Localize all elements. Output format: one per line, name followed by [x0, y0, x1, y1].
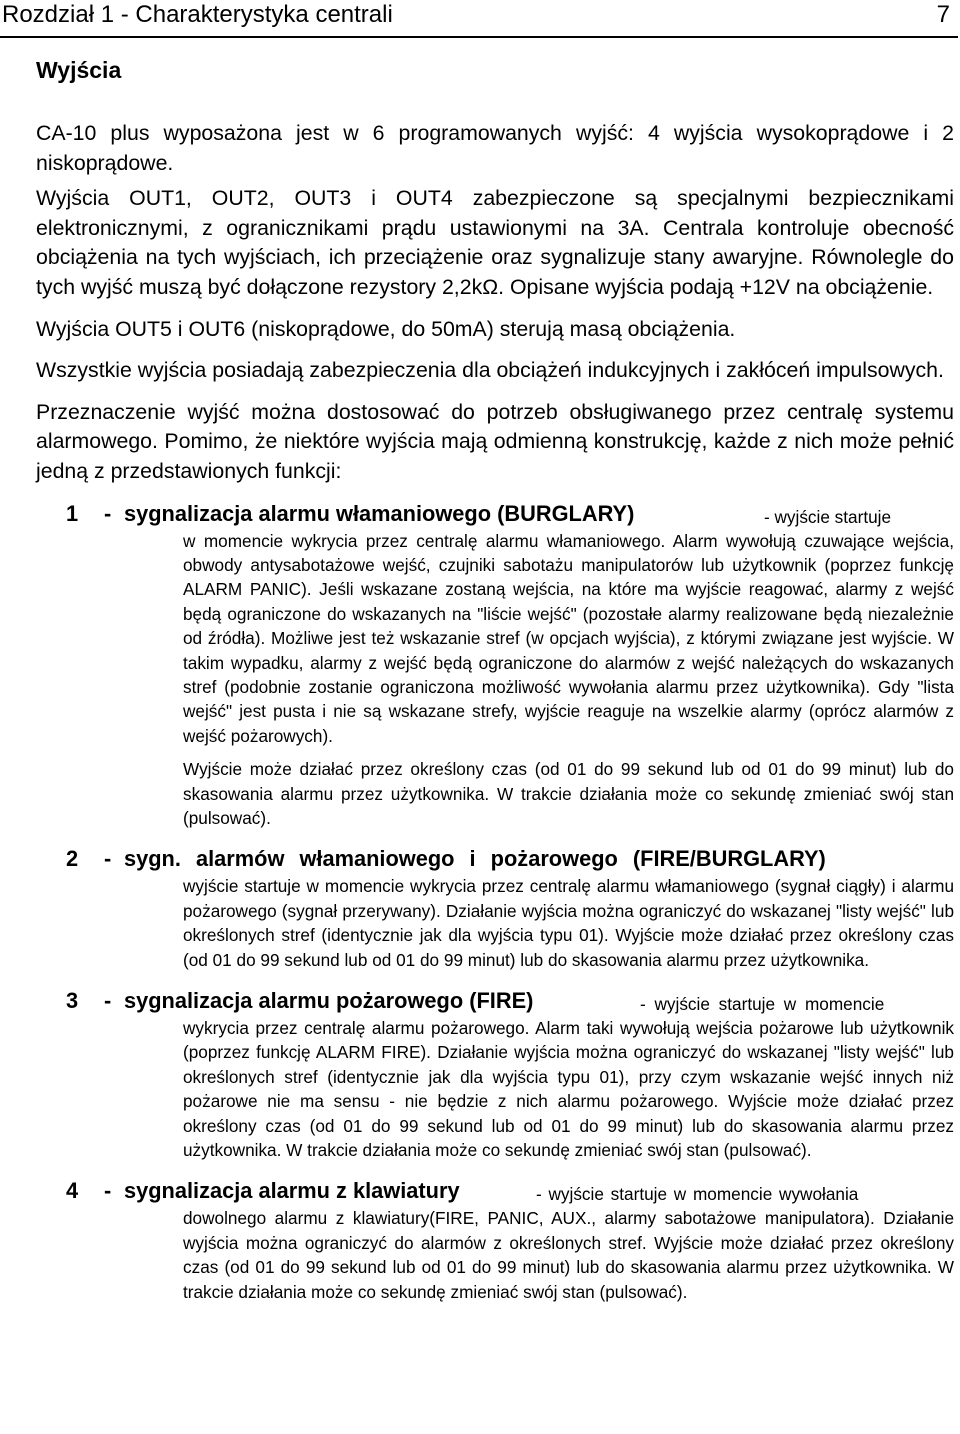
paragraph-high-current-outputs: Wyjścia OUT1, OUT2, OUT3 i OUT4 zabezpieczone są specjalnymi bezpiecznikami elektronicznymi, z ogranicznikami prądu ustawionymi na 3A. Centrala kontroluje obecność obciążenia na tych wyjściach, ich przeciążenie oraz sygnalizuje stany awaryjne. Równolegle do tych wyjść muszą być dołączone rezystory 2,2kΩ. Opisane wyjścia podają +12V na obciążenie. — [36, 186, 954, 299]
function-heading — [36, 986, 954, 1016]
function-title: sygnalizacja alarmu włamaniowego (BURGLARY) — [124, 500, 635, 526]
paragraph-intro: CA-10 plus wyposażona jest w 6 programowanych wyjść: 4 wyjścia wysokoprądowe i 2 niskoprądowe. — [36, 121, 954, 175]
function-item-3 — [36, 986, 954, 1162]
function-dash: - — [104, 988, 112, 1014]
page-number: 7 — [936, 1, 950, 28]
function-dash: - — [104, 1178, 112, 1204]
function-number: 2 — [66, 846, 79, 872]
function-lead: - wyjście startuje w momencie — [640, 994, 885, 1015]
function-dash: - — [104, 846, 112, 872]
paragraph-low-current-outputs: Wyjścia OUT5 i OUT6 (niskoprądowe, do 50mA) sterują masą obciążenia. — [36, 316, 736, 341]
function-description — [183, 529, 954, 831]
function-paragraph: w momencie wykrycia przez centralę alarmu włamaniowego. Alarm wywołują czuwające wejścia, obwody antysabotażowe wejść, czujniki sabotażu manipulatorów lub użytkownik (poprzez funkcję ALARM PANIC). Jeśli wskazane zostaną wejścia, na które ma wyjście reagować, alarmy z wejść będą ograniczone do wskazanych na "liście wejść" (pozostałe alarmy realizowane będą niezależnie od źródła). Możliwe jest też wskazanie stref (w opcjach wyjścia), z którymi związane jest wyjście. W takim wypadku, alarmy z wejść będą ograniczone do alarmów z wejść należących do wskazanych stref (podobnie zostanie ograniczona możliwość wywołania alarmu przez użytkownika). Gdy "lista wejść" jest pusta i nie są wskazane strefy, wyjście reaguje na wszelkie alarmy (oprócz alarmów z wejść pożarowych). — [183, 530, 954, 746]
chapter-title: Rozdział 1 - Charakterystyka centrali — [2, 1, 393, 28]
function-lead: - wyjście startuje — [764, 506, 892, 527]
function-title: sygnalizacja alarmu z klawiatury — [124, 1178, 460, 1204]
function-number: 4 — [66, 1178, 79, 1204]
function-heading — [36, 844, 954, 874]
function-description — [183, 1016, 954, 1162]
function-item-4 — [36, 1176, 954, 1304]
function-item-1 — [36, 499, 954, 831]
function-heading — [36, 1176, 954, 1206]
function-paragraph: dowolnego alarmu z klawiatury(FIRE, PANIC, AUX., alarmy sabotażowe manipulatora). Działanie wyjścia można ograniczyć do alarmów z określonych stref. Wyjście może działać przez określony czas (od 01 do 99 sekund lub od 01 do 99 minut) lub do skasowania alarmu przez użytkownika. W trakcie działania może co sekundę zmieniać swój stan (pulsować). — [183, 1208, 954, 1302]
function-title: sygnalizacja alarmu pożarowego (FIRE) — [124, 988, 534, 1014]
function-dash: - — [104, 500, 112, 526]
function-item-2 — [36, 844, 954, 972]
function-description — [183, 1206, 954, 1304]
running-header — [0, 0, 958, 38]
paragraph-purpose: Przeznaczenie wyjść można dostosować do potrzeb obsługiwanego przez centralę systemu alarmowego. Pomimo, że niektóre wyjścia mają odmienną konstrukcję, każde z nich może pełnić jedną z przedstawionych funkcji: — [36, 399, 954, 483]
function-title: sygn. alarmów włamaniowego i pożarowego (FIRE/BURGLARY) — [124, 846, 826, 872]
function-paragraph: wyjście startuje w momencie wykrycia przez centralę alarmu włamaniowego (sygnał ciągły) i alarmu pożarowego (sygnał przerywany). Działanie wyjścia można ograniczyć do wskazanej "listy wejść" lub określonych stref (identycznie jak dla wyjścia typu 01). Wyjście może działać przez określony czas (od 01 do 99 sekund lub od 01 do 99 minut) lub do skasowania alarmu przez użytkownika. — [183, 876, 954, 970]
function-paragraph: Wyjście może działać przez określony czas (od 01 do 99 sekund lub od 01 do 99 minut) lub do skasowania alarmu przez użytkownika. W trakcie działania może co sekundę zmieniać swój stan (pulsować). — [183, 759, 954, 828]
section-title: Wyjścia — [36, 57, 122, 83]
function-heading — [36, 499, 954, 529]
function-paragraph: wykrycia przez centralę alarmu pożarowego. Alarm taki wywołują wejścia pożarowe lub użytkownik (poprzez funkcję ALARM FIRE). Działanie wyjścia można ograniczyć do wskazanej "listy wejść" lub określonych stref (identycznie jak dla wyjścia typu 01), przy czym wskazanie wejść innych niż pożarowe nie ma sensu - nie będzie z nich alarmu pożarowego. Wyjście może działać przez określony czas (od 01 do 99 sekund lub od 01 do 99 minut) lub do skasowania alarmu przez użytkownika. W trakcie działania może co sekundę zmieniać swój stan (pulsować). — [183, 1018, 954, 1161]
function-number: 3 — [66, 988, 79, 1014]
function-number: 1 — [66, 500, 79, 526]
function-description — [183, 874, 954, 972]
function-lead: - wyjście startuje w momencie wywołania — [536, 1184, 859, 1205]
document-body — [36, 119, 954, 1304]
paragraph-protection: Wszystkie wyjścia posiadają zabezpieczenia dla obciążeń indukcyjnych i zakłóceń impulsowych. — [36, 358, 944, 383]
